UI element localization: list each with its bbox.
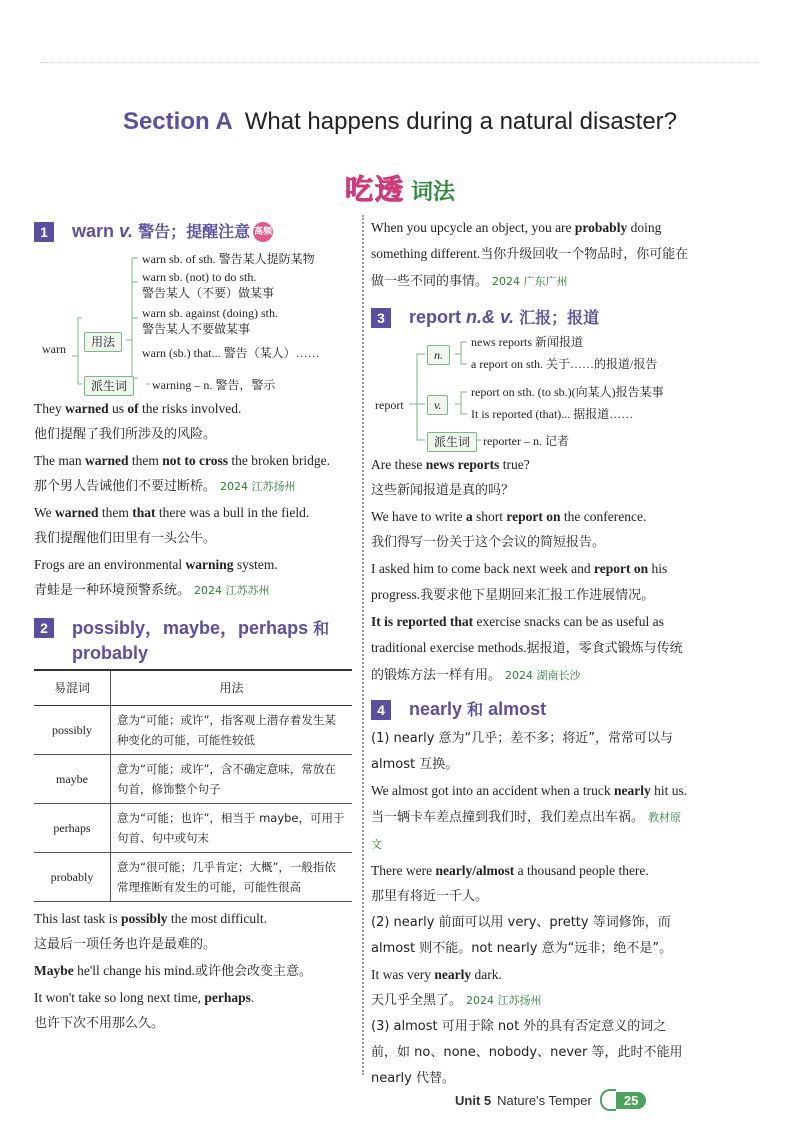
example-2-zh: 我们得写一份关于这个会议的简短报告。: [371, 535, 606, 550]
entry-4-heading: 4 nearly 和 almost: [371, 697, 689, 722]
example-1: We almost got into an accident when a truck nearly hit us.当一辆卡车差点撞到我们时，我们差点出车祸。 教材原文: [371, 783, 688, 851]
report-usage-tree: [371, 334, 689, 452]
example-1-zh: 这最后一项任务也许是最难的。: [34, 937, 217, 952]
vocab-banner: [0, 168, 800, 208]
entry-2-examples: [34, 906, 352, 1037]
entry-3-examples: [371, 452, 689, 689]
example-4-en: Frogs are an environmental warning system.: [34, 557, 278, 572]
example-4: It is reported that exercise snacks can be as useful as traditional exercise methods.据报道，零食式锻炼与传统的锻炼方法一样有用。 2024 湖南长沙: [371, 614, 683, 683]
entry-3-heading: [371, 305, 689, 330]
title-last: probably: [72, 643, 149, 663]
entry-1-examples: [34, 396, 352, 604]
example-3-zh: 也许下次不用那么久。: [34, 1016, 165, 1031]
banner-label: 词法: [411, 180, 456, 205]
example-2-zh: 那里有将近一千人。: [371, 889, 489, 904]
example-3-zh: 天几乎全黑了。 2024 江苏扬州: [371, 993, 542, 1008]
usage-2: warn sb. (not) to do sth.: [142, 270, 257, 284]
table-row: maybe 意为“可能；或许”，含不确定意味，常放在句首，修饰整个句子: [34, 755, 352, 804]
headword: report: [409, 307, 462, 327]
table-row: possibly 意为“可能；或许”，指客观上潜存着发生某种变化的可能，可能性较低: [34, 706, 352, 755]
part-of-speech: n.& v.: [466, 307, 515, 327]
tree-root: report: [375, 398, 404, 412]
derivative-tag: 派生词: [84, 376, 134, 396]
example-2-en: We have to write a short report on the conference.: [371, 509, 647, 524]
derivative-tag: 派生词: [427, 432, 477, 452]
example-4-zh: 青蛙是一种环境预警系统。 2024 江苏苏州: [34, 583, 270, 598]
derivative: warning – n. 警告，警示: [152, 378, 276, 392]
left-column: [34, 215, 352, 1037]
usage-1: warn sb. of sth. 警告某人提防某物: [142, 252, 315, 266]
column-divider: [362, 215, 364, 1075]
entry-number: 2: [34, 618, 54, 638]
page-number: 25: [600, 1089, 646, 1111]
top-rule: [40, 62, 760, 63]
example-2-zh: 那个男人告诫他们不要过断桥。 2024 江苏扬州: [34, 479, 296, 494]
derivative: reporter – n. 记者: [483, 434, 569, 448]
noun-usage-2: a report on sth. 关于……的报道/报告: [471, 357, 658, 371]
verb-tag: v.: [427, 395, 448, 415]
example-1-zh: 他们提醒了我们所涉及的风险。: [34, 427, 217, 442]
meaning: 汇报；报道: [519, 308, 600, 327]
noun-tag: n.: [427, 345, 450, 365]
usage-tag: 用法: [84, 332, 122, 352]
usage-3: warn sb. against (doing) sth.: [142, 306, 278, 320]
example-1-en: They warned us of the risks involved.: [34, 401, 242, 416]
example-3: I asked him to come back next week and report on his progress.我要求他下星期回来汇报工作进展情况。: [371, 561, 668, 603]
example-1-zh: 这些新闻报道是真的吗？: [371, 483, 515, 498]
probably-example: When you upcycle an object, you are probably doing something different.当你升级回收一个物品时，你可能在做一些不同的事情。 2024 广东广州: [371, 220, 689, 289]
warn-usage-tree: [34, 248, 352, 396]
source-tag: 2024 江苏苏州: [194, 584, 270, 597]
table-row: probably 意为“很可能；几乎肯定；大概”，一般指依常理推断有发生的可能，可能性很高: [34, 853, 352, 902]
example-2: Maybe he'll change his mind.或许他会改变主意。: [34, 963, 313, 979]
tree-root: warn: [42, 342, 66, 356]
example-2-en: The man warned them not to cross the broken bridge.: [34, 453, 330, 468]
source-tag: 2024 江苏扬州: [220, 480, 296, 493]
example-1-en: Are these news reports true?: [371, 457, 530, 472]
source-tag: 2024 江苏扬州: [466, 994, 542, 1007]
source-tag: 教材原文: [371, 811, 682, 851]
noun-usage-1: news reports 新闻报道: [471, 335, 583, 349]
title-words: possibly，maybe，perhaps: [72, 618, 309, 638]
banner-stylized: 吃透: [344, 173, 405, 206]
entry-1-heading: [34, 219, 352, 244]
usage-2-zh: 警告某人（不要）做某事: [142, 286, 275, 300]
example-3-en: It was very nearly dark.: [371, 967, 502, 982]
entry-number: 4: [371, 700, 391, 720]
example-3-zh: 我们提醒他们田里有一头公牛。: [34, 531, 217, 546]
section-title: [0, 108, 800, 136]
unit-subtitle: Nature's Temper: [497, 1092, 592, 1108]
source-tag: 2024 湖南长沙: [505, 669, 581, 682]
entry-2-heading: 2 possibly，maybe，perhaps 和 probably: [34, 616, 352, 665]
verb-usage-2: It is reported (that)... 据报道……: [471, 407, 634, 421]
entry-number: 3: [371, 308, 391, 328]
high-frequency-badge: 高频: [253, 222, 273, 242]
part-of-speech: v.: [119, 221, 134, 241]
table-row: perhaps 意为“可能；也许”，相当于 maybe，可用于句首、句中或句末: [34, 804, 352, 853]
example-1-en: This last task is possibly the most difficult.: [34, 911, 268, 926]
table-header-usage: 用法: [111, 670, 353, 706]
table-header-word: 易混词: [34, 670, 111, 706]
entry-number: 1: [34, 222, 54, 242]
rule-2: (2) nearly 前面可以用 very、pretty 等词修饰，而 almost 则不能。not nearly 意为“远非；绝不是”。: [371, 915, 673, 956]
example-2-en: There were nearly/almost a thousand people there.: [371, 863, 649, 878]
section-label: Section A: [122, 108, 233, 135]
meaning: 警告；提醒注意: [138, 222, 251, 241]
comparison-table: [34, 669, 352, 902]
rule-1: (1) nearly 意为“几乎；差不多；将近”，常常可以与 almost 互换。: [371, 731, 674, 772]
verb-usage-1: report on sth. (to sb.)(向某人)报告某事: [471, 385, 664, 399]
headword: warn: [72, 221, 115, 241]
rule-3: (3) almost 可用于除 not 外的具有否定意义的词之前，如 no、none、nobody、never 等，此时不能用 nearly 代替。: [371, 1019, 683, 1086]
source-tag: 2024 广东广州: [492, 275, 568, 288]
entry-4-body: [371, 726, 689, 1092]
usage-3-zh: 警告某人不要做某事: [142, 322, 251, 336]
usage-4: warn (sb.) that... 警告（某人）……: [142, 346, 320, 360]
unit-label: Unit 5: [455, 1092, 492, 1108]
example-3-en: We warned them that there was a bull in the field.: [34, 505, 310, 520]
example-3-en: It won't take so long next time, perhaps.: [34, 990, 255, 1005]
section-heading: What happens during a natural disaster?: [244, 108, 678, 135]
right-column: [371, 215, 689, 1092]
page-footer: [455, 1089, 646, 1111]
